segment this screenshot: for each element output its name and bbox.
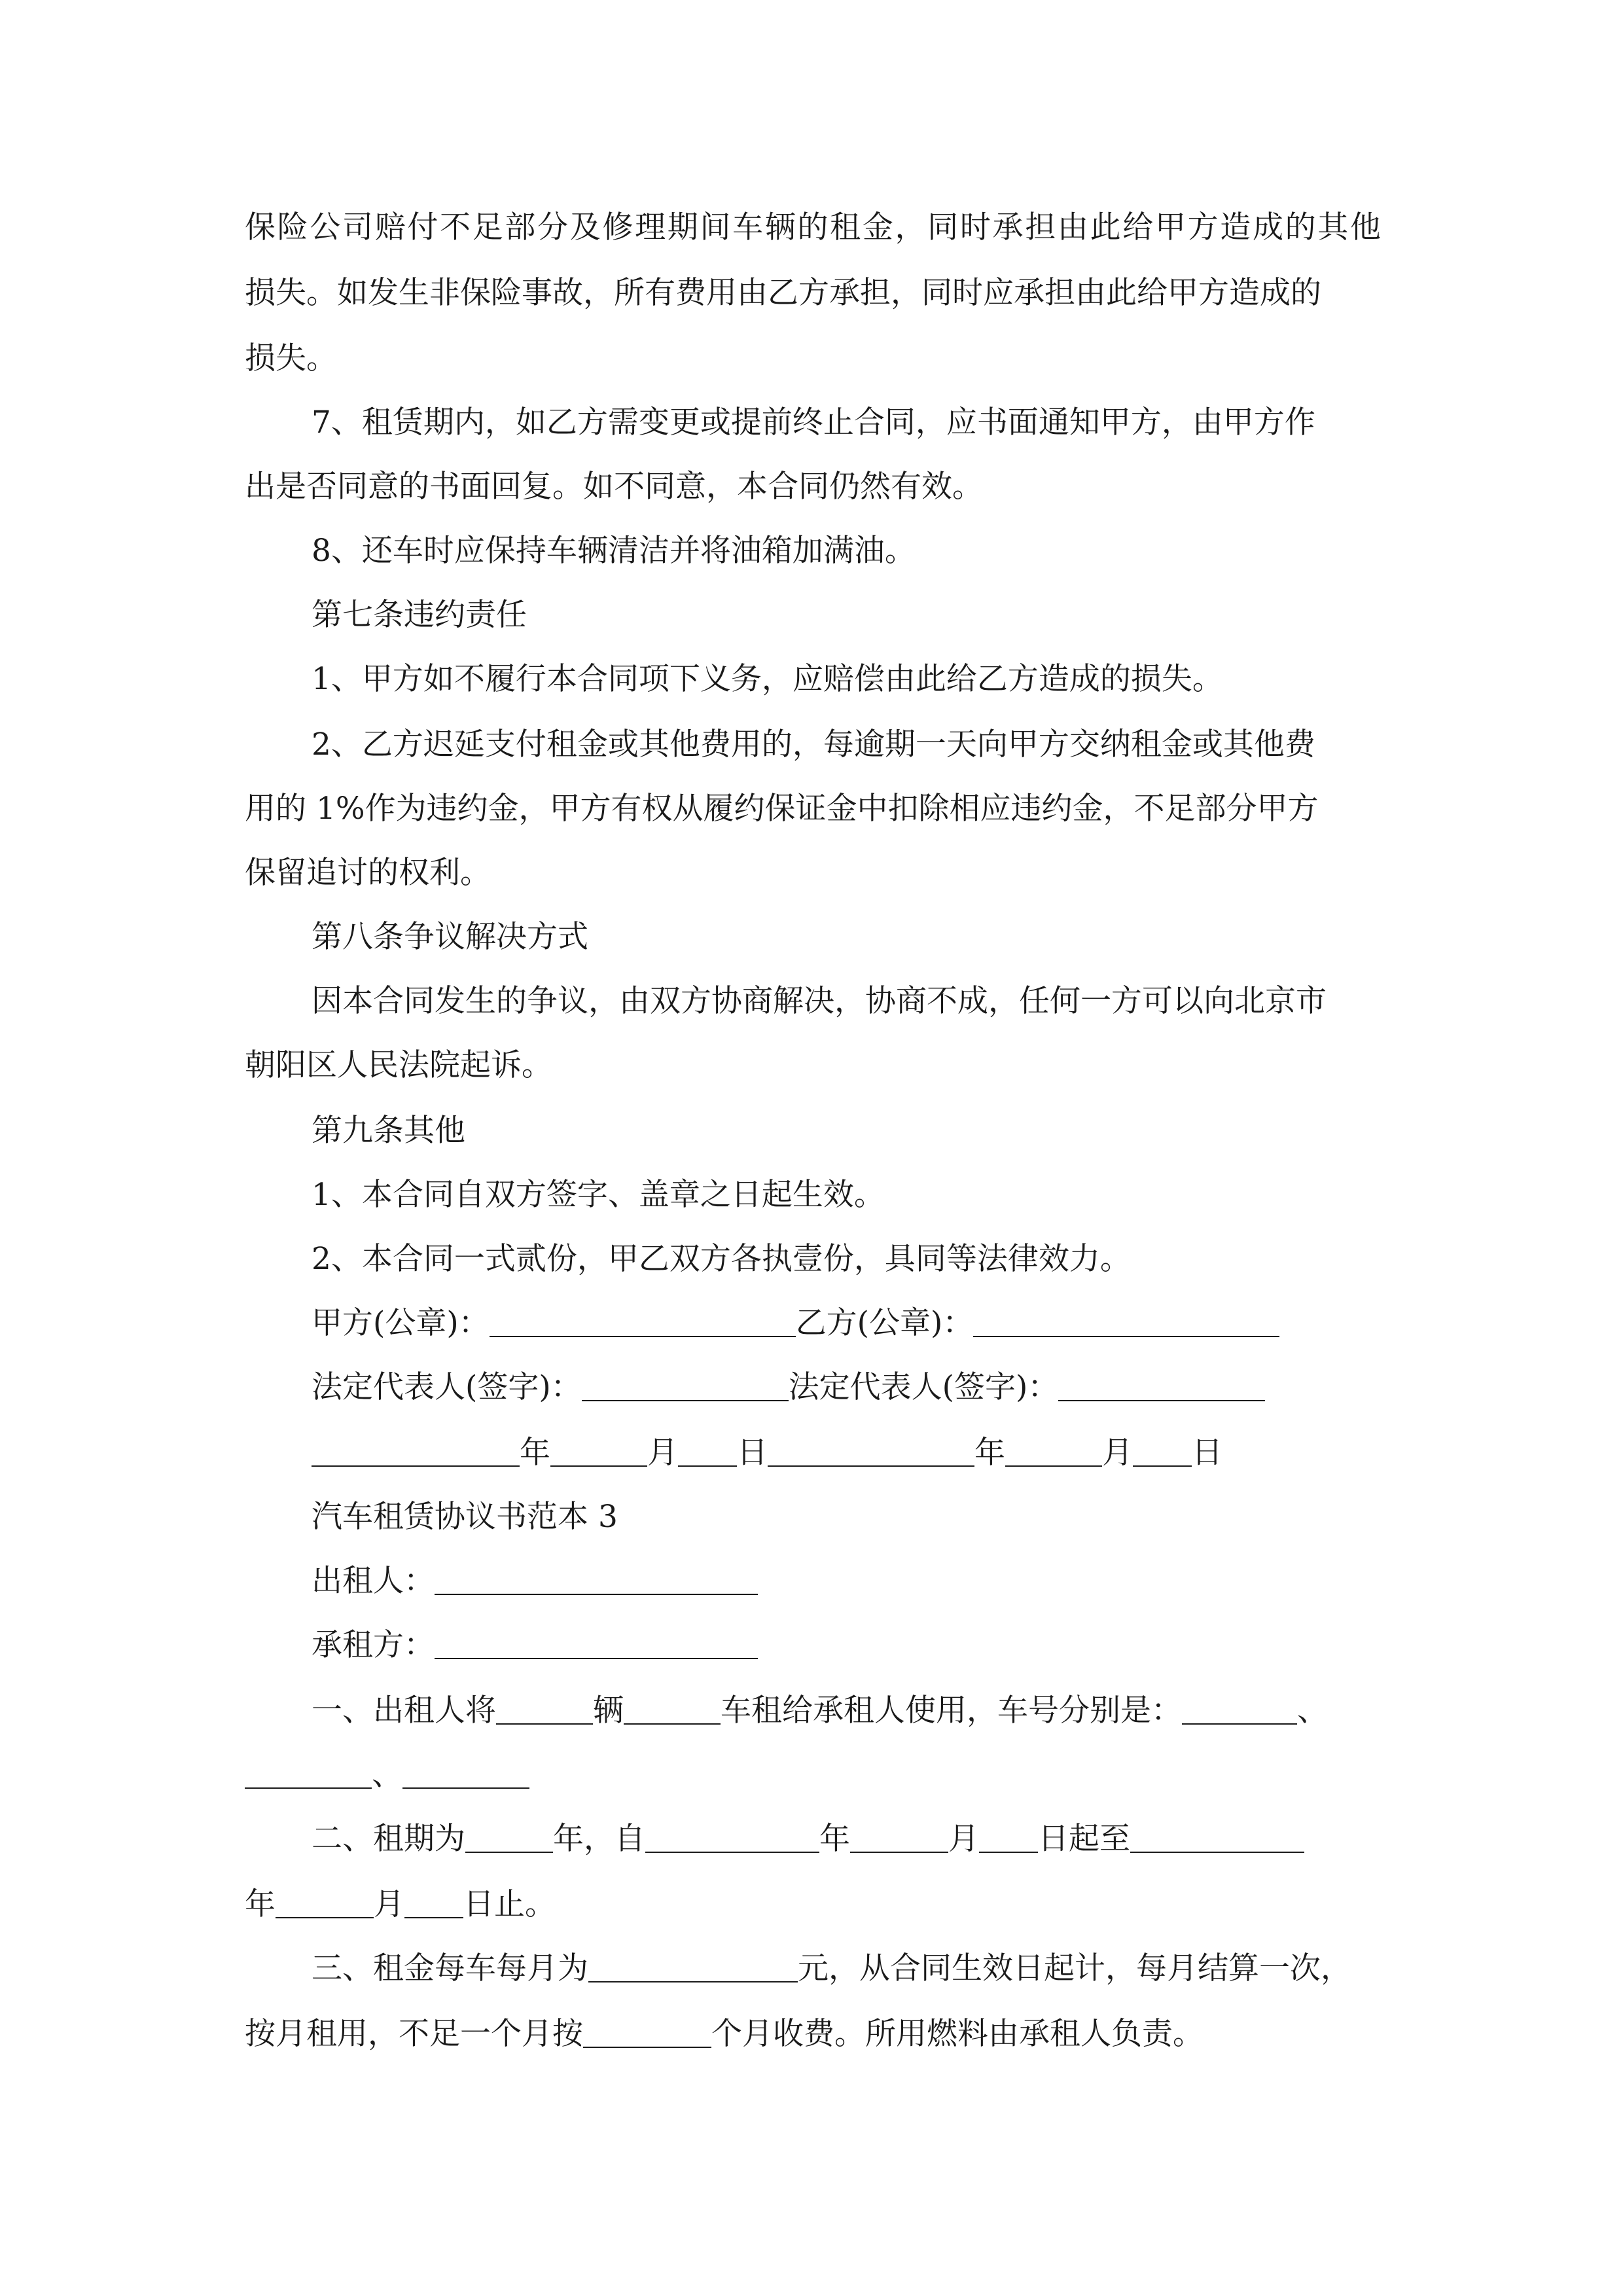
date-a-day-blank[interactable] — [678, 1435, 737, 1467]
plate-separator-2: 、 — [372, 1757, 402, 1793]
end-year-label: 年 — [245, 1886, 276, 1922]
start-year-blank[interactable] — [645, 1821, 819, 1853]
clause-2-line-1 — [312, 1820, 1304, 1859]
article-9-clause-2: 2、本合同一式贰份，甲乙双方各执壹份，具同等法律效力。 — [312, 1241, 1131, 1277]
lessor-label: 出租人： — [312, 1563, 435, 1599]
date-b-month-label: 月 — [1102, 1435, 1133, 1471]
clause-3-text-a: 三、租金每车每月为 — [312, 1950, 588, 1986]
end-year-blank[interactable] — [1130, 1821, 1304, 1853]
date-a-year-label: 年 — [520, 1435, 550, 1471]
signature-row-seals — [312, 1304, 1279, 1343]
clause-3-text-b: 元，从合同生效日起计，每月结算一次， — [798, 1950, 1351, 1986]
date-b-month-blank[interactable] — [1005, 1435, 1102, 1467]
party-b-seal-label: 乙方(公章)： — [795, 1305, 974, 1341]
plate-number-2-blank[interactable] — [245, 1757, 372, 1789]
clause-2-text-a: 二、租期为 — [312, 1821, 465, 1857]
party-a-rep-blank[interactable] — [582, 1370, 789, 1401]
start-year-label: 年 — [819, 1821, 850, 1857]
signature-row-dates — [312, 1433, 1222, 1473]
clause-1-line-2 — [245, 1755, 529, 1795]
monthly-rent-blank[interactable] — [588, 1951, 798, 1982]
lessee-label: 承租方： — [312, 1627, 435, 1663]
item-7-line-1: 7、租赁期内，如乙方需变更或提前终止合同，应书面通知甲方，由甲方作 — [312, 404, 1315, 440]
lessee-blank[interactable] — [435, 1628, 758, 1659]
continuation-line-2: 损失。如发生非保险事故，所有费用由乙方承担，同时应承担由此给甲方造成的 — [245, 275, 1321, 311]
date-a-month-label: 月 — [647, 1435, 678, 1471]
article-8-line-1: 因本合同发生的争议，由双方协商解决，协商不成，任何一方可以向北京市 — [312, 983, 1327, 1019]
article-9-heading: 第九条其他 — [312, 1113, 465, 1149]
article-7-clause-2-line-1: 2、乙方迟延支付租金或其他费用的，每逾期一天向甲方交纳租金或其他费 — [312, 726, 1315, 762]
party-b-seal-blank[interactable] — [973, 1306, 1279, 1337]
date-b-year-label: 年 — [974, 1435, 1005, 1471]
clause-2-text-b: 年，自 — [553, 1821, 645, 1857]
date-b-year-blank[interactable] — [768, 1435, 974, 1467]
lease-term-blank[interactable] — [465, 1821, 553, 1853]
continuation-line-3: 损失。 — [245, 340, 337, 376]
article-7-clause-2-line-2: 用的 1%作为违约金，甲方有权从履约保证金中扣除相应违约金，不足部分甲方 — [245, 791, 1319, 827]
signature-row-representatives — [312, 1368, 1265, 1407]
plate-number-3-blank[interactable] — [402, 1757, 529, 1789]
clause-3-line-1 — [312, 1949, 1351, 1988]
clause-1-text-c: 车租给承租人使用，车号分别是： — [721, 1693, 1182, 1729]
start-month-label: 月 — [948, 1821, 979, 1857]
date-b-day-blank[interactable] — [1133, 1435, 1192, 1467]
clause-1-text-b: 辆 — [593, 1693, 624, 1729]
clause-1-line-1 — [312, 1691, 1328, 1731]
template-3-title: 汽车租赁协议书范本 3 — [312, 1499, 618, 1535]
item-7-line-2: 出是否同意的书面回复。如不同意，本合同仍然有效。 — [245, 469, 983, 505]
party-a-rep-label: 法定代表人(签字)： — [312, 1369, 582, 1405]
clause-1-text-a: 一、出租人将 — [312, 1693, 496, 1729]
end-month-blank[interactable] — [276, 1887, 374, 1918]
article-7-clause-1: 1、甲方如不履行本合同项下义务，应赔偿由此给乙方造成的损失。 — [312, 661, 1223, 697]
article-9-clause-1: 1、本合同自双方签字、盖章之日起生效。 — [312, 1177, 885, 1213]
date-b-day-label: 日 — [1192, 1435, 1222, 1471]
lessor-blank[interactable] — [435, 1564, 758, 1595]
clause-2-line-2 — [245, 1885, 556, 1924]
start-month-blank[interactable] — [850, 1821, 948, 1853]
article-7-clause-2-line-3: 保留追讨的权利。 — [245, 855, 491, 891]
article-8-line-2: 朝阳区人民法院起诉。 — [245, 1047, 552, 1083]
party-a-seal-blank[interactable] — [490, 1306, 796, 1337]
date-a-month-blank[interactable] — [550, 1435, 647, 1467]
start-day-label: 日起至 — [1038, 1821, 1130, 1857]
end-day-blank[interactable] — [404, 1887, 463, 1918]
start-day-blank[interactable] — [979, 1821, 1038, 1853]
plate-number-1-blank[interactable] — [1182, 1693, 1297, 1725]
party-a-seal-label: 甲方(公章)： — [312, 1305, 490, 1341]
lessor-row — [312, 1562, 758, 1601]
date-a-day-label: 日 — [737, 1435, 768, 1471]
continuation-line-1: 保险公司赔付不足部分及修理期间车辆的租金，同时承担由此给甲方造成的其他 — [245, 209, 1381, 245]
clause-3-text-d: 个月收费。所用燃料由承租人负责。 — [711, 2016, 1204, 2052]
clause-3-text-c: 按月租用，不足一个月按 — [245, 2016, 583, 2052]
end-month-label: 月 — [374, 1886, 404, 1922]
clause-3-line-2 — [245, 2015, 1204, 2054]
party-b-rep-blank[interactable] — [1058, 1370, 1265, 1401]
party-b-rep-label: 法定代表人(签字)： — [788, 1369, 1059, 1405]
article-8-heading: 第八条争议解决方式 — [312, 919, 588, 955]
date-a-year-blank[interactable] — [312, 1435, 520, 1467]
vehicle-type-blank[interactable] — [624, 1693, 721, 1725]
plate-separator-1: 、 — [1297, 1693, 1328, 1729]
vehicle-count-blank[interactable] — [496, 1693, 593, 1725]
item-8: 8、还车时应保持车辆清洁并将油箱加满油。 — [312, 533, 916, 569]
partial-month-blank[interactable] — [583, 2017, 711, 2048]
article-7-heading: 第七条违约责任 — [312, 597, 527, 633]
end-day-label: 日止。 — [463, 1886, 556, 1922]
lessee-row — [312, 1626, 758, 1665]
